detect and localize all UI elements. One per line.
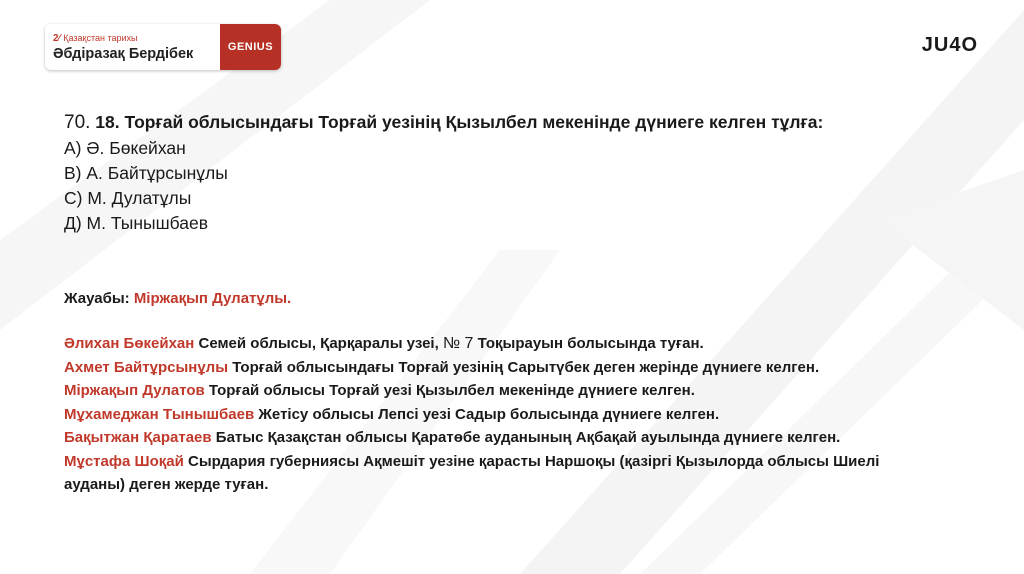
- fact-item: [64, 450, 944, 497]
- logo-mark-icon: 2⁄: [53, 32, 61, 44]
- fact-text: Семей облысы, Қарқаралы узеі,: [194, 335, 443, 352]
- logo-subtitle-text: Қазақстан тарихы: [63, 33, 138, 43]
- answer-line: [64, 288, 944, 310]
- fact-number: № 7: [442, 335, 474, 352]
- fact-text: Торғай облысындағы Торғай уезінің Сарытүбек деген жерінде дүниеге келген.: [228, 358, 820, 376]
- logo-badge: GENIUS: [220, 24, 281, 70]
- option-d: Д) М. Тынышбаев: [64, 213, 209, 233]
- question-title: [64, 109, 944, 136]
- fact-item: [64, 426, 944, 450]
- fact-text-tail: Тоқырауын болысында туған.: [473, 335, 704, 352]
- question-text: 18. Торғай облысындағы Торғай уезінің Қызылбел мекенінде дүниеге келген тұлға:: [95, 112, 824, 132]
- answer-value: Міржақып Дулатұлы.: [133, 290, 292, 307]
- option-b: В) А. Байтұрсынұлы: [64, 163, 228, 183]
- fact-person: Бақытжан Қаратаев: [64, 429, 212, 446]
- fact-text: Сырдария губерниясы Ақмешіт уезіне қарасты Наршоқы (қазіргі Қызылорда облысы Шиелі ауданы) деген жерде туған.: [64, 452, 880, 493]
- option-c: С) М. Дулатұлы: [64, 188, 192, 208]
- fact-item: [64, 332, 944, 356]
- fact-person: Мұстафа Шоқай: [64, 452, 184, 470]
- option-a: А) Ә. Бөкейхан: [64, 138, 186, 158]
- logo-author-name: Әбдіразақ Бердібек: [53, 45, 194, 62]
- question-number: 70.: [64, 112, 91, 133]
- facts-list: [64, 332, 944, 497]
- fact-text: Батыс Қазақстан облысы Қаратөбе ауданының Ақбақай ауылында дүниеге келген.: [211, 429, 841, 446]
- logo-text-block: [45, 24, 220, 70]
- fact-text: Жетісу облысы Лепсі уезі Садыр болысында дүниеге келген.: [254, 405, 720, 423]
- fact-person: Әлихан Бөкейхан: [64, 335, 195, 352]
- fact-person: Міржақып Дулатов: [64, 382, 205, 399]
- fact-text: Торғай облысы Торғай уезі Қызылбел мекенінде дүниеге келген.: [204, 382, 695, 399]
- fact-item: [64, 356, 944, 380]
- logo-subtitle: [53, 33, 212, 44]
- fact-item: [64, 379, 944, 403]
- answer-label: Жауабы:: [64, 290, 130, 307]
- course-logo: [45, 24, 281, 70]
- fact-person: Мұхамеджан Тынышбаев: [64, 405, 255, 423]
- fact-item: [64, 403, 944, 427]
- brand-logo: JU4O: [921, 34, 978, 56]
- question-content: [64, 109, 944, 497]
- fact-person: Ахмет Байтұрсынұлы: [64, 358, 229, 376]
